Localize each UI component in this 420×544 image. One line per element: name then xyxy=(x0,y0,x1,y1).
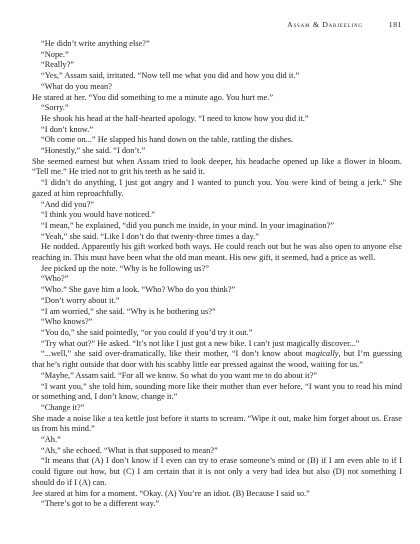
paragraph xyxy=(32,435,402,446)
paragraph xyxy=(32,349,402,370)
running-title: Assam & Darjeeling xyxy=(287,20,363,29)
paragraph-text: “Maybe,” Assam said. “For all we know. So what do you want me to do about it?” xyxy=(41,370,318,380)
paragraph-text: Jee stared at him for a moment. “Okay. (A) You’re an idiot. (B) Because I said so.” xyxy=(32,488,310,498)
paragraph xyxy=(32,114,402,125)
paragraph xyxy=(32,296,402,307)
paragraph xyxy=(32,82,402,93)
paragraph xyxy=(32,60,402,71)
paragraph-text: “Who?” xyxy=(41,274,69,284)
paragraph-text: “You do,” she said pointedly, “or you could if you’d try it out.” xyxy=(41,327,253,337)
paragraph-text: “I didn’t do anything, I just got angry and I wanted to punch you. You were kind of being a jerk.” She gazed at him reproachfully. xyxy=(32,178,402,198)
paragraph-text: “And did you?” xyxy=(41,199,95,209)
paragraph xyxy=(32,103,402,114)
paragraph-text: “I am worried,” she said. “Why is he bothering us?” xyxy=(41,306,216,316)
paragraph-text: “I want you,” she told him, sounding more like their mother than ever before, “I want you to read his mind or something and, I don’t know, change it.” xyxy=(32,381,402,402)
paragraph xyxy=(32,71,402,82)
running-header xyxy=(32,20,402,32)
paragraph xyxy=(32,210,402,221)
paragraph xyxy=(32,125,402,136)
paragraph xyxy=(32,339,402,350)
paragraph xyxy=(32,157,402,178)
paragraph-text: “He didn’t write anything else?” xyxy=(41,39,150,48)
paragraph-text: “There’s got to be a different way.” xyxy=(41,499,160,509)
paragraph xyxy=(32,200,402,211)
paragraph xyxy=(32,50,402,61)
paragraph-text: “I don’t know.” xyxy=(41,124,94,134)
paragraph-text: “Honestly,” she said. “I don’t.” xyxy=(41,146,146,156)
paragraph-text: “What do you mean? xyxy=(41,81,112,91)
paragraph-text: He stared at her. “You did something to me a minute ago. You hurt me.” xyxy=(32,92,274,102)
paragraph xyxy=(32,317,402,328)
paragraph-text: “I think you would have noticed.” xyxy=(41,210,155,220)
paragraph-text: “Really?” xyxy=(41,60,75,70)
paragraph xyxy=(32,456,402,488)
paragraph-text: “Who.” She gave him a look. “Who? Who do you think?” xyxy=(41,285,236,295)
paragraph-text: “Change it?” xyxy=(41,402,85,412)
paragraph xyxy=(32,264,402,275)
paragraph-text-continued: , but I’m guessing that he’s right outside that door with his scabby little ear pressed against the wood, waiting for us.” xyxy=(32,349,402,370)
emphasized-word: magically xyxy=(305,349,339,359)
paragraph xyxy=(32,93,402,104)
paragraph xyxy=(32,39,402,50)
paragraph-text: “It means that (A) I don’t know if I even can try to erase someone’s mind or (B) if I am even able to if I could figure out how, but (C) I am certain that it is not only a very bad idea but also (D) not something I should do if I (A) can. xyxy=(32,456,402,487)
paragraph xyxy=(32,307,402,318)
paragraph xyxy=(32,382,402,403)
paragraph xyxy=(32,285,402,296)
paragraph-text: “Yeah,” she said. “Like I don’t do that twenty-three times a day.” xyxy=(41,231,259,241)
paragraph xyxy=(32,135,402,146)
paragraph-text: “Oh come on...” He slapped his hand down on the table, rattling the dishes. xyxy=(41,135,294,145)
paragraph-text: “Try what out?” He asked. “It’s not like I just got a new bike. I can’t just magically discover...” xyxy=(41,338,360,348)
paragraph-text: He nodded. Apparently his gift worked both ways. He could reach out but he was also open to anyone else reaching in. This must have been what the old man meant. His new gift, it seemed, had a price as well. xyxy=(32,242,402,263)
body-text xyxy=(32,39,402,510)
paragraph-text: She seemed earnest but when Assam tried to look deeper, his headache opened up like a flower in bloom. “Tell me.” He tried not to grit his teeth as he said it. xyxy=(32,156,402,177)
paragraph xyxy=(32,371,402,382)
paragraph-text: Jee picked up the note. “Why is he following us?” xyxy=(41,263,209,273)
paragraph xyxy=(32,274,402,285)
paragraph-text: “Sorry.” xyxy=(41,103,69,113)
paragraph-text: “Don’t worry about it.” xyxy=(41,295,120,305)
paragraph-text: “Ah,” she echoed. “What is that supposed to mean?” xyxy=(41,445,218,455)
paragraph xyxy=(32,242,402,263)
paragraph-text: “Ah.” xyxy=(41,435,61,445)
paragraph-text: She made a noise like a tea kettle just before it starts to scream. “Wipe it out, make him forget about us. Erase us from his mind.” xyxy=(32,413,402,434)
paragraph xyxy=(32,328,402,339)
paragraph-text: “Nope.” xyxy=(41,49,69,59)
paragraph xyxy=(32,499,402,510)
book-page xyxy=(32,20,402,540)
paragraph xyxy=(32,146,402,157)
paragraph xyxy=(32,221,402,232)
paragraph xyxy=(32,178,402,199)
paragraph xyxy=(32,232,402,243)
paragraph-text: “I mean,” he explained, “did you punch me inside, in your mind. In your imagination?” xyxy=(41,220,335,230)
paragraph xyxy=(32,414,402,435)
paragraph-text: “...well,” she said over-dramatically, like their mother, “I don’t know about xyxy=(41,349,306,359)
paragraph-text: He shook his head at the half-hearted apology. “I need to know how you did it.” xyxy=(41,113,309,123)
paragraph-text: “Yes,” Assam said, irritated. “Now tell me what you did and how you did it.” xyxy=(41,71,300,81)
paragraph-text: “Who knows?” xyxy=(41,317,93,327)
page-number: 181 xyxy=(388,20,402,29)
paragraph xyxy=(32,489,402,500)
paragraph xyxy=(32,446,402,457)
paragraph xyxy=(32,403,402,414)
